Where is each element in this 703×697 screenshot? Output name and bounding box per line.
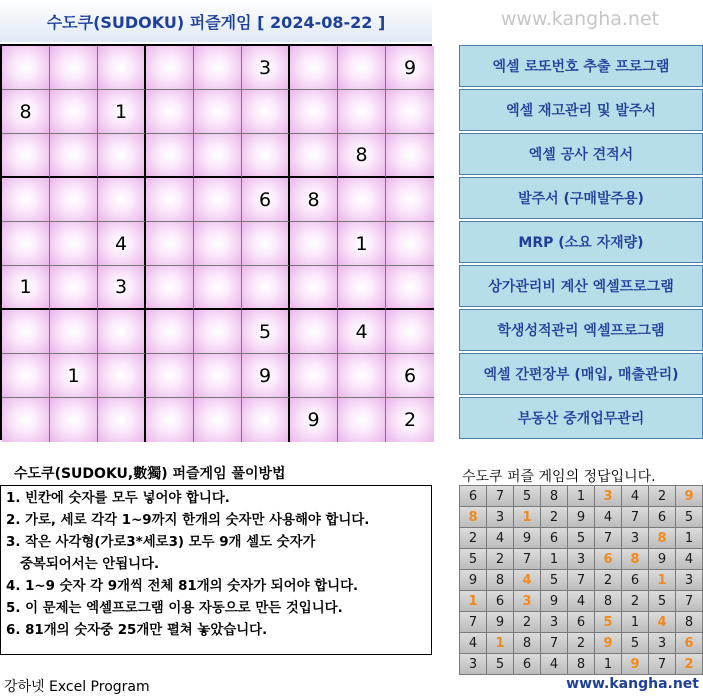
menu-item-construction-estimate[interactable]: 엑셀 공사 견적서 [459, 133, 703, 175]
sudoku-cell[interactable] [338, 266, 386, 310]
footer-brand: 강하넷 Excel Program [4, 679, 150, 695]
answer-cell: 6 [541, 528, 567, 548]
answer-cell: 4 [649, 612, 675, 632]
rule-4: 4. 1~9 숫자 각 9개씩 전체 81개의 숫자가 되어야 합니다. [6, 579, 359, 594]
answer-cell: 8 [595, 591, 621, 611]
answer-cell: 8 [514, 633, 540, 653]
sudoku-cell[interactable]: 3 [242, 46, 290, 90]
sudoku-cell[interactable] [338, 90, 386, 134]
answer-cell: 5 [622, 633, 648, 653]
sudoku-cell[interactable] [338, 178, 386, 222]
answer-cell: 5 [595, 612, 621, 632]
answer-cell: 1 [622, 612, 648, 632]
program-menu [459, 45, 703, 439]
answer-cell: 1 [487, 633, 513, 653]
answer-cell: 2 [568, 633, 594, 653]
sudoku-cell[interactable] [386, 310, 434, 354]
sudoku-cell[interactable] [50, 90, 98, 134]
sudoku-cell[interactable]: 4 [98, 222, 146, 266]
sudoku-cell[interactable] [242, 222, 290, 266]
sudoku-cell[interactable] [146, 178, 194, 222]
sudoku-cell[interactable] [338, 46, 386, 90]
sudoku-cell[interactable] [194, 354, 242, 398]
sudoku-cell[interactable] [194, 134, 242, 178]
sudoku-cell[interactable]: 8 [338, 134, 386, 178]
sudoku-cell[interactable]: 9 [386, 46, 434, 90]
sudoku-cell[interactable] [146, 266, 194, 310]
sudoku-cell[interactable] [386, 266, 434, 310]
sudoku-cell[interactable]: 8 [2, 90, 50, 134]
answer-cell: 9 [514, 528, 540, 548]
answer-cell: 5 [460, 549, 486, 569]
sudoku-cell[interactable]: 6 [242, 178, 290, 222]
answer-cell: 4 [622, 486, 648, 506]
sudoku-cell[interactable] [338, 398, 386, 442]
answer-cell: 2 [541, 507, 567, 527]
page-title: 수도쿠(SUDOKU) 퍼즐게임 [ 2024-08-22 ] [0, 0, 432, 42]
sudoku-cell[interactable] [194, 398, 242, 442]
sudoku-cell[interactable] [50, 310, 98, 354]
sudoku-cell[interactable] [98, 134, 146, 178]
sudoku-cell[interactable] [242, 90, 290, 134]
menu-item-management-fee[interactable]: 상가관리비 계산 엑셀프로그램 [459, 265, 703, 307]
sudoku-cell[interactable] [290, 90, 338, 134]
answer-cell: 8 [541, 486, 567, 506]
answer-cell: 8 [676, 612, 702, 632]
sudoku-cell[interactable] [146, 354, 194, 398]
sudoku-cell[interactable]: 1 [2, 266, 50, 310]
sudoku-cell[interactable] [2, 398, 50, 442]
answer-cell: 5 [649, 591, 675, 611]
answer-cell: 1 [460, 591, 486, 611]
menu-item-grades[interactable]: 학생성적관리 엑셀프로그램 [459, 309, 703, 351]
sudoku-cell[interactable] [290, 46, 338, 90]
sudoku-cell[interactable]: 9 [290, 398, 338, 442]
answer-cell: 2 [649, 486, 675, 506]
footer-link[interactable]: www.kangha.net [566, 676, 699, 692]
sudoku-cell[interactable] [146, 46, 194, 90]
sudoku-cell[interactable] [50, 266, 98, 310]
answer-cell: 6 [649, 507, 675, 527]
answer-cell: 9 [595, 633, 621, 653]
answer-cell: 8 [460, 507, 486, 527]
sudoku-cell[interactable] [146, 310, 194, 354]
rule-6: 6. 81개의 숫자중 25개만 펼쳐 놓았습니다. [6, 623, 268, 638]
answer-cell: 6 [487, 591, 513, 611]
sudoku-cell[interactable] [242, 266, 290, 310]
answer-cell: 6 [514, 654, 540, 674]
answer-cell: 7 [568, 570, 594, 590]
sudoku-cell[interactable] [290, 310, 338, 354]
sudoku-cell[interactable]: 8 [290, 178, 338, 222]
sudoku-cell[interactable] [50, 134, 98, 178]
answer-cell: 3 [541, 612, 567, 632]
answer-cell: 7 [595, 528, 621, 548]
answer-cell: 7 [514, 549, 540, 569]
answer-cell: 1 [649, 570, 675, 590]
sudoku-cell[interactable] [98, 178, 146, 222]
answer-cell: 3 [568, 549, 594, 569]
answer-cell: 7 [541, 633, 567, 653]
answer-cell: 3 [676, 570, 702, 590]
sudoku-cell[interactable]: 6 [386, 354, 434, 398]
answer-cell: 5 [514, 486, 540, 506]
answer-cell: 4 [487, 528, 513, 548]
sudoku-cell[interactable] [386, 178, 434, 222]
sudoku-cell[interactable]: 1 [50, 354, 98, 398]
sudoku-cell[interactable]: 4 [338, 310, 386, 354]
sudoku-cell[interactable] [194, 222, 242, 266]
answer-cell: 7 [460, 612, 486, 632]
sudoku-cell[interactable] [146, 134, 194, 178]
sudoku-cell[interactable] [50, 398, 98, 442]
sudoku-cell[interactable] [2, 310, 50, 354]
menu-item-mrp[interactable]: MRP (소요 자재량) [459, 221, 703, 263]
answer-cell: 4 [460, 633, 486, 653]
sudoku-cell[interactable]: 5 [242, 310, 290, 354]
answer-cell: 9 [541, 591, 567, 611]
answer-title: 수도쿠 퍼즐 게임의 정답입니다. [462, 469, 656, 485]
answer-cell: 9 [568, 507, 594, 527]
answer-cell: 4 [514, 570, 540, 590]
answer-cell: 4 [568, 591, 594, 611]
sudoku-cell[interactable] [2, 354, 50, 398]
answer-cell: 6 [622, 570, 648, 590]
sudoku-cell[interactable] [146, 90, 194, 134]
sudoku-cell[interactable] [2, 222, 50, 266]
answer-cell: 6 [595, 549, 621, 569]
menu-item-inventory[interactable]: 엑셀 재고관리 및 발주서 [459, 89, 703, 131]
rule-5: 5. 이 문제는 엑셀프로그램 이용 자동으로 만든 것입니다. [6, 601, 343, 616]
answer-cell: 3 [514, 591, 540, 611]
rule-3: 3. 작은 사각형(가로3*세로3) 모두 9개 셀도 숫자가 [6, 535, 316, 550]
answer-cell: 5 [676, 507, 702, 527]
answer-cell: 5 [541, 570, 567, 590]
sudoku-cell[interactable] [50, 46, 98, 90]
answer-grid [459, 485, 703, 675]
answer-cell: 1 [568, 486, 594, 506]
answer-cell: 4 [676, 549, 702, 569]
sudoku-cell[interactable] [2, 46, 50, 90]
answer-cell: 5 [487, 654, 513, 674]
answer-cell: 6 [460, 486, 486, 506]
answer-cell: 3 [595, 486, 621, 506]
answer-cell: 9 [649, 549, 675, 569]
answer-cell: 7 [487, 486, 513, 506]
sudoku-cell[interactable]: 1 [98, 90, 146, 134]
answer-cell: 7 [622, 507, 648, 527]
sudoku-cell[interactable] [290, 354, 338, 398]
answer-cell: 5 [568, 528, 594, 548]
rule-3-continued: 중복되어서는 안됩니다. [20, 557, 160, 572]
answer-cell: 1 [595, 654, 621, 674]
sudoku-cell[interactable] [98, 310, 146, 354]
howto-box [0, 485, 432, 655]
site-watermark: www.kangha.net [500, 8, 660, 30]
answer-cell: 7 [649, 654, 675, 674]
sudoku-cell[interactable] [194, 310, 242, 354]
answer-cell: 2 [595, 570, 621, 590]
rule-1: 1. 빈칸에 숫자를 모두 넣어야 합니다. [6, 491, 230, 506]
menu-item-ledger[interactable]: 엑셀 간편장부 (매입, 매출관리) [459, 353, 703, 395]
howto-title: 수도쿠(SUDOKU,數獨) 퍼즐게임 풀이방법 [14, 466, 286, 482]
answer-cell: 8 [568, 654, 594, 674]
answer-cell: 7 [676, 591, 702, 611]
answer-cell: 3 [487, 507, 513, 527]
sudoku-cell[interactable] [290, 222, 338, 266]
answer-cell: 9 [622, 654, 648, 674]
sudoku-cell[interactable]: 3 [98, 266, 146, 310]
rule-2: 2. 가로, 세로 각각 1~9까지 한개의 숫자만 사용해야 합니다. [6, 513, 370, 528]
sudoku-cell[interactable] [2, 134, 50, 178]
sudoku-cell[interactable] [98, 398, 146, 442]
sudoku-cell[interactable]: 9 [242, 354, 290, 398]
answer-cell: 9 [487, 612, 513, 632]
answer-cell: 6 [676, 633, 702, 653]
sudoku-cell[interactable] [98, 46, 146, 90]
menu-item-purchase-order[interactable]: 발주서 (구매발주용) [459, 177, 703, 219]
sudoku-cell[interactable] [98, 354, 146, 398]
sudoku-cell[interactable] [146, 398, 194, 442]
sudoku-cell[interactable] [386, 90, 434, 134]
answer-cell: 1 [514, 507, 540, 527]
answer-cell: 8 [487, 570, 513, 590]
sudoku-cell[interactable] [290, 134, 338, 178]
answer-cell: 1 [541, 549, 567, 569]
sudoku-cell[interactable] [50, 222, 98, 266]
sudoku-cell[interactable] [386, 222, 434, 266]
answer-cell: 2 [487, 549, 513, 569]
sudoku-cell[interactable] [194, 46, 242, 90]
answer-cell: 2 [514, 612, 540, 632]
sudoku-cell[interactable]: 1 [338, 222, 386, 266]
sudoku-cell[interactable]: 2 [386, 398, 434, 442]
menu-item-lotto[interactable]: 엑셀 로또번호 추출 프로그램 [459, 45, 703, 87]
answer-cell: 8 [622, 549, 648, 569]
sudoku-grid [0, 44, 432, 440]
answer-cell: 4 [541, 654, 567, 674]
sudoku-cell[interactable] [242, 134, 290, 178]
answer-cell: 9 [460, 570, 486, 590]
answer-cell: 1 [676, 528, 702, 548]
sudoku-cell[interactable] [338, 354, 386, 398]
sudoku-cell[interactable] [194, 90, 242, 134]
answer-cell: 2 [460, 528, 486, 548]
sudoku-cell[interactable] [50, 178, 98, 222]
answer-cell: 2 [622, 591, 648, 611]
answer-cell: 3 [649, 633, 675, 653]
sudoku-cell[interactable] [194, 178, 242, 222]
answer-cell: 3 [460, 654, 486, 674]
sudoku-cell[interactable] [194, 266, 242, 310]
sudoku-cell[interactable] [2, 178, 50, 222]
answer-cell: 4 [595, 507, 621, 527]
answer-cell: 6 [568, 612, 594, 632]
sudoku-cell[interactable] [242, 398, 290, 442]
sudoku-cell[interactable] [386, 134, 434, 178]
sudoku-cell[interactable] [290, 266, 338, 310]
answer-cell: 3 [622, 528, 648, 548]
menu-item-real-estate[interactable]: 부동산 중개업무관리 [459, 397, 703, 439]
sudoku-cell[interactable] [146, 222, 194, 266]
answer-cell: 2 [676, 654, 702, 674]
answer-cell: 9 [676, 486, 702, 506]
answer-cell: 8 [649, 528, 675, 548]
